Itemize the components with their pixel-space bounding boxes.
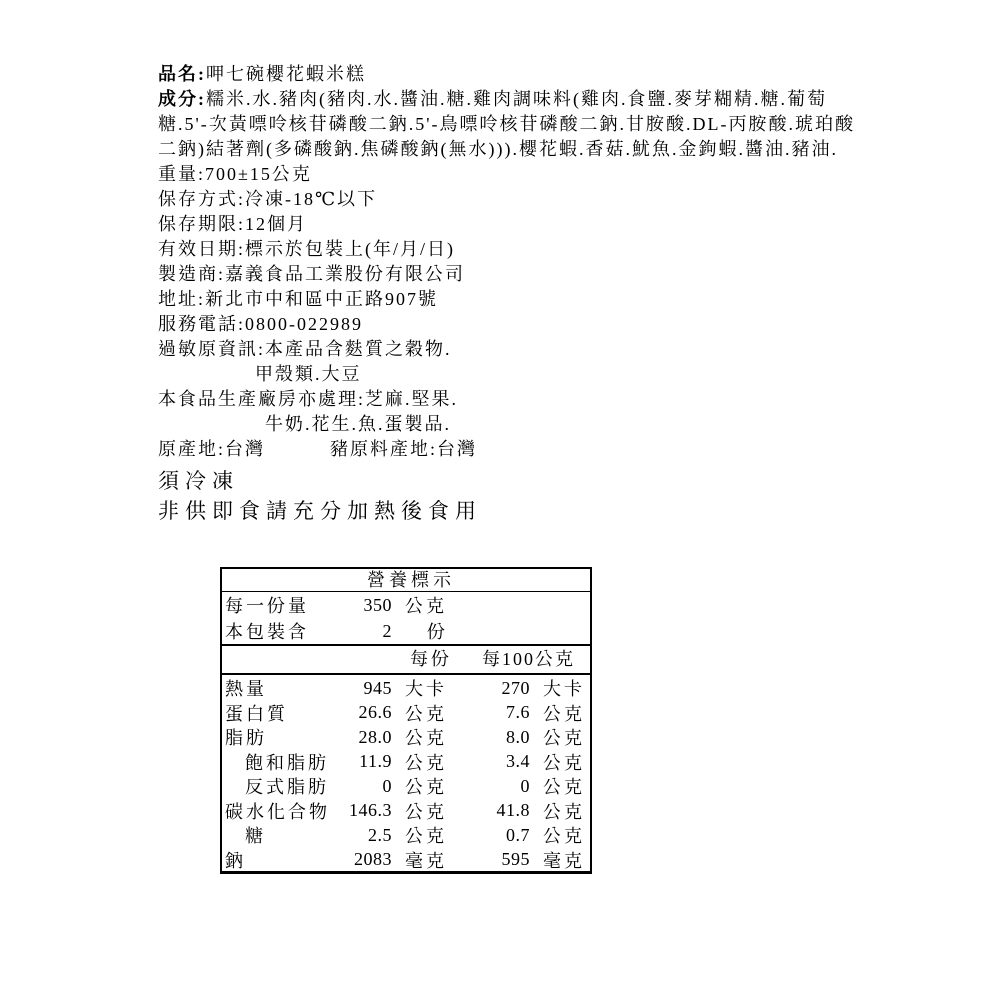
unit-per-100g: 公克 <box>543 703 585 724</box>
address-line: 地址:新北市中和區中正路907號 <box>158 289 438 309</box>
nutrient-label: 反式脂肪 <box>245 777 329 797</box>
column-header-row <box>222 646 590 675</box>
servings-per-package-value: 2 <box>382 620 392 641</box>
unit-per-100g: 毫克 <box>543 850 585 871</box>
unit-per-serving: 公克 <box>405 703 447 724</box>
product-name-value: 呷七碗櫻花蝦米糕 <box>206 64 366 84</box>
label-text-block <box>158 62 878 526</box>
value-per-100g: 8.0 <box>506 726 530 747</box>
unit-per-serving: 公克 <box>405 801 447 822</box>
per-100g-column-header: 每100公克 <box>482 649 575 669</box>
unit-per-100g: 大卡 <box>543 679 585 699</box>
manufacturer-line: 製造商:嘉義食品工業股份有限公司 <box>158 264 465 284</box>
value-per-serving: 0 <box>382 775 392 796</box>
unit-per-100g: 公克 <box>543 826 585 846</box>
nutrition-table <box>220 567 592 874</box>
unit-per-serving: 毫克 <box>405 850 447 871</box>
value-per-100g: 270 <box>501 677 530 698</box>
per-serving-column-header: 每份 <box>410 649 452 669</box>
value-per-serving: 2.5 <box>368 824 392 845</box>
servings-per-package-label: 本包裝含 <box>225 622 309 642</box>
unit-per-serving: 公克 <box>405 752 447 773</box>
pork-origin-value: 豬原料產地:台灣 <box>330 439 478 459</box>
unit-per-serving: 公克 <box>405 826 447 846</box>
unit-per-100g: 公克 <box>543 777 585 797</box>
value-per-100g: 3.4 <box>506 751 530 771</box>
unit-per-100g: 公克 <box>543 728 585 748</box>
frozen-note: 須冷凍 <box>158 469 239 493</box>
allergen-line-1: 過敏原資訊:本產品含麩質之穀物. <box>158 339 452 359</box>
table-row-trans-fat <box>222 773 590 798</box>
unit-per-100g: 公克 <box>543 801 585 822</box>
unit-per-serving: 公克 <box>405 728 447 748</box>
serving-size-unit: 公克 <box>405 596 447 616</box>
nutrient-label: 糖 <box>245 826 266 846</box>
value-per-serving: 26.6 <box>358 702 392 722</box>
value-per-serving: 2083 <box>354 849 392 869</box>
value-per-serving: 11.9 <box>359 751 392 771</box>
nutrient-label: 碳水化合物 <box>225 801 330 822</box>
servings-per-package-row <box>222 618 590 646</box>
table-row-protein <box>222 700 590 725</box>
storage-method-line: 保存方式:冷凍-18℃以下 <box>158 189 378 209</box>
table-row-sodium <box>222 847 590 872</box>
serving-size-value: 350 <box>363 594 392 615</box>
nutrient-label: 蛋白質 <box>225 703 288 724</box>
service-phone-line: 服務電話:0800-022989 <box>158 314 363 334</box>
serving-size-label: 每一份量 <box>225 596 309 616</box>
value-per-100g: 0.7 <box>506 824 530 845</box>
nutrient-label: 熱量 <box>225 679 267 699</box>
expiry-date-line: 有效日期:標示於包裝上(年/月/日) <box>158 239 455 259</box>
value-per-100g: 595 <box>501 849 530 869</box>
unit-per-100g: 公克 <box>543 752 585 773</box>
facility-line-1: 本食品生產廠房亦處理:芝麻.堅果. <box>158 389 458 409</box>
value-per-serving: 945 <box>363 677 392 698</box>
serving-size-row <box>222 592 590 618</box>
ingredients-line-2: 糖.5'-次黃嘌呤核苷磷酸二鈉.5'-鳥嘌呤核苷磷酸二鈉.甘胺酸.DL-丙胺酸.琥珀酸 <box>158 114 855 134</box>
value-per-100g: 0 <box>520 775 530 796</box>
nutrient-label: 飽和脂肪 <box>245 752 329 773</box>
product-name-label: 品名: <box>158 64 206 84</box>
value-per-100g: 7.6 <box>506 702 530 722</box>
table-row-saturated-fat <box>222 749 590 774</box>
unit-per-serving: 公克 <box>405 777 447 797</box>
shelf-life-line: 保存期限:12個月 <box>158 214 308 234</box>
facility-line-2: 牛奶.花生.魚.蛋製品. <box>265 414 451 434</box>
ingredients-text-1: 糯米.水.豬肉(豬肉.水.醬油.糖.雞肉調味料(雞肉.食鹽.麥芽糊精.糖.葡萄 <box>206 89 827 109</box>
table-row-calories <box>222 675 590 700</box>
ingredients-line-1 <box>158 87 878 112</box>
allergen-line-2: 甲殼類.大豆 <box>255 364 362 384</box>
notes-block <box>158 466 878 526</box>
table-row-carbohydrate <box>222 798 590 823</box>
table-row-sugar <box>222 822 590 847</box>
ingredients-line-3: 二鈉)結著劑(多磷酸鈉.焦磷酸鈉(無水))).櫻花蝦.香菇.魷魚.金鉤蝦.醬油.豬油. <box>158 139 838 159</box>
origin-line <box>158 437 878 462</box>
weight-line: 重量:700±15公克 <box>158 164 312 184</box>
origin-value: 原產地:台灣 <box>158 439 266 459</box>
ingredients-label: 成分: <box>158 89 206 109</box>
nutrition-table-title: 營養標示 <box>222 569 590 592</box>
reheat-note: 非供即食請充分加熱後食用 <box>158 499 482 523</box>
value-per-serving: 146.3 <box>349 800 392 820</box>
nutrient-label: 鈉 <box>225 850 246 871</box>
servings-per-package-unit: 份 <box>427 622 448 642</box>
product-name-line <box>158 62 878 87</box>
value-per-serving: 28.0 <box>358 726 392 747</box>
table-row-fat <box>222 724 590 749</box>
nutrient-label: 脂肪 <box>225 728 267 748</box>
unit-per-serving: 大卡 <box>405 679 447 699</box>
value-per-100g: 41.8 <box>496 800 530 820</box>
